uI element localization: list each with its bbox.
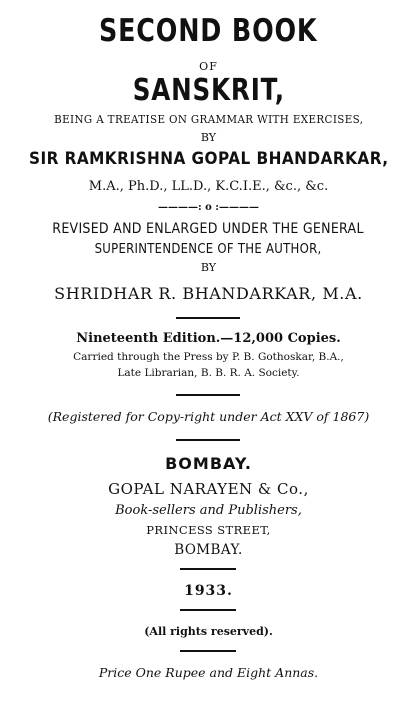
press-line2: Late Librarian, B. B. R. A. Society. xyxy=(117,367,300,379)
title-of: OF xyxy=(199,60,218,73)
divider-rule-1 xyxy=(176,317,240,319)
publisher-role: Book-sellers and Publishers, xyxy=(115,503,302,518)
press-line1: Carried through the Press by P. B. Gothoskar, B.A., xyxy=(73,351,344,363)
author-degrees: M.A., Ph.D., LL.D., K.C.I.E., &c., &c. xyxy=(88,179,329,194)
divider-rule-4 xyxy=(180,568,236,570)
publisher-name: GOPAL NARAYEN & Co., xyxy=(108,480,309,498)
edition-line: Nineteenth Edition.—12,000 Copies. xyxy=(76,331,341,346)
author-name: SIR RAMKRISHNA GOPAL BHANDARKAR, xyxy=(28,149,389,169)
book-title-line2: SANSKRIT, xyxy=(132,73,285,108)
reviser-name: SHRIDHAR R. BHANDARKAR, M.A. xyxy=(54,284,363,303)
divider-rule-2 xyxy=(176,394,240,396)
divider-rule-5 xyxy=(180,609,236,611)
publisher-city: BOMBAY. xyxy=(174,542,243,558)
price-line: Price One Rupee and Eight Annas. xyxy=(98,665,319,680)
by-reviser-label: BY xyxy=(200,261,217,274)
by-author-label: BY xyxy=(200,131,217,144)
divider-rule-3 xyxy=(176,439,240,441)
divider-rule-6 xyxy=(180,650,236,652)
book-title-line1: SECOND BOOK xyxy=(99,13,318,49)
revised-line1: REVISED AND ENLARGED UNDER THE GENERAL xyxy=(52,221,365,237)
subtitle: BEING A TREATISE ON GRAMMAR WITH EXERCISES, xyxy=(53,112,364,126)
publication-city: BOMBAY. xyxy=(165,454,252,473)
revised-line2: SUPERINTENDENCE OF THE AUTHOR, xyxy=(95,242,322,257)
publisher-street: PRINCESS STREET, xyxy=(146,523,271,537)
publication-year: 1933. xyxy=(184,583,233,599)
ornament-divider: ————: o :———— xyxy=(157,202,259,213)
rights-reserved: (All rights reserved). xyxy=(144,625,273,638)
copyright-registration: (Registered for Copy-right under Act XXV of 1867) xyxy=(47,409,370,424)
